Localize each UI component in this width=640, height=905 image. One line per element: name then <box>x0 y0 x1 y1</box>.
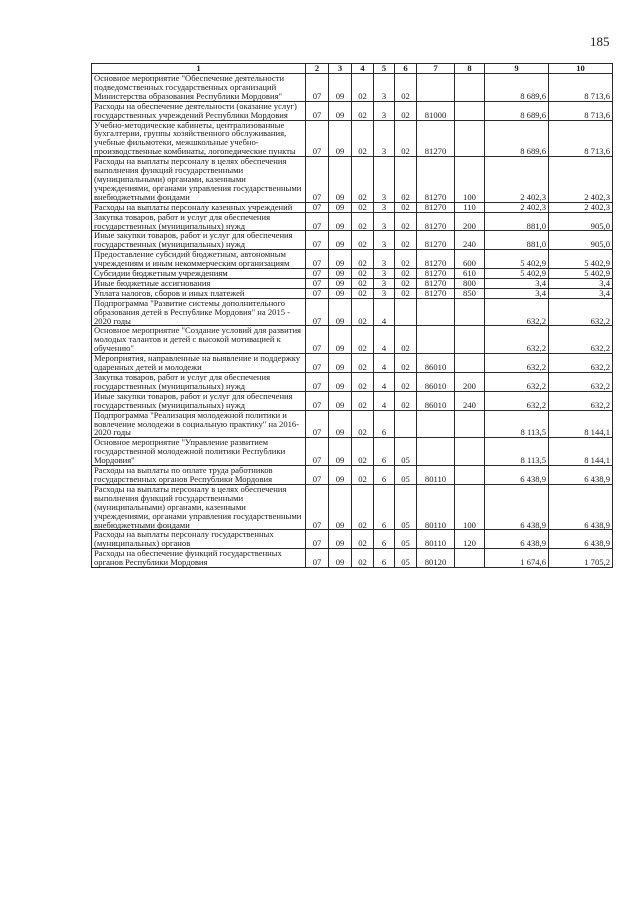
expense-type-cell: 110 <box>455 202 485 212</box>
subprogram-code-cell: 6 <box>374 484 395 530</box>
subsection-code-cell: 09 <box>329 530 352 549</box>
section-code-cell: 07 <box>306 74 329 102</box>
amount-year1-cell: 2 402,3 <box>485 157 549 203</box>
direction-code-cell <box>417 438 455 466</box>
amount-year1-cell: 6 438,9 <box>485 484 549 530</box>
subprogram-code-cell: 6 <box>374 549 395 568</box>
table-row <box>92 212 613 231</box>
program-code-cell: 02 <box>352 549 374 568</box>
header-cell-8: 8 <box>455 64 485 74</box>
program-code-cell: 02 <box>352 530 374 549</box>
event-code-cell: 05 <box>395 484 417 530</box>
direction-code-cell: 86010 <box>417 373 455 392</box>
program-code-cell: 02 <box>352 278 374 288</box>
expense-type-cell <box>455 549 485 568</box>
direction-code-cell <box>417 410 455 438</box>
amount-year1-cell: 2 402,3 <box>485 202 549 212</box>
row-name-cell: Закупка товаров, работ и услуг для обеспечения государственных (муниципальных) нужд <box>92 373 306 392</box>
amount-year1-cell: 8 113,5 <box>485 410 549 438</box>
direction-code-cell: 80110 <box>417 466 455 485</box>
amount-year2-cell: 3,4 <box>549 278 613 288</box>
amount-year1-cell: 1 674,6 <box>485 549 549 568</box>
direction-code-cell: 86010 <box>417 391 455 410</box>
table-row <box>92 373 613 392</box>
table-row <box>92 466 613 485</box>
table-body <box>92 74 613 568</box>
section-code-cell: 07 <box>306 288 329 298</box>
program-code-cell: 02 <box>352 484 374 530</box>
subprogram-code-cell: 4 <box>374 391 395 410</box>
direction-code-cell: 81270 <box>417 120 455 157</box>
subprogram-code-cell: 4 <box>374 298 395 326</box>
row-name-cell: Закупка товаров, работ и услуг для обеспечения государственных (муниципальных) нужд <box>92 212 306 231</box>
table-row <box>92 484 613 530</box>
program-code-cell: 02 <box>352 202 374 212</box>
section-code-cell: 07 <box>306 484 329 530</box>
subprogram-code-cell: 4 <box>374 373 395 392</box>
direction-code-cell: 81270 <box>417 288 455 298</box>
subsection-code-cell: 09 <box>329 354 352 373</box>
section-code-cell: 07 <box>306 438 329 466</box>
amount-year2-cell: 1 705,2 <box>549 549 613 568</box>
amount-year1-cell: 632,2 <box>485 391 549 410</box>
amount-year1-cell: 8 689,6 <box>485 120 549 157</box>
section-code-cell: 07 <box>306 202 329 212</box>
program-code-cell: 02 <box>352 298 374 326</box>
program-code-cell: 02 <box>352 231 374 250</box>
expense-type-cell: 120 <box>455 530 485 549</box>
program-code-cell: 02 <box>352 354 374 373</box>
subsection-code-cell: 09 <box>329 373 352 392</box>
direction-code-cell: 80110 <box>417 530 455 549</box>
subsection-code-cell: 09 <box>329 466 352 485</box>
subprogram-code-cell: 3 <box>374 288 395 298</box>
program-code-cell: 02 <box>352 373 374 392</box>
direction-code-cell: 81000 <box>417 101 455 120</box>
row-name-cell: Основное мероприятие "Создание условий для развития молодых талантов и детей с высокой мотивацией к обучению" <box>92 326 306 354</box>
table-row <box>92 101 613 120</box>
table-row <box>92 250 613 269</box>
event-code-cell: 02 <box>395 212 417 231</box>
table-row <box>92 278 613 288</box>
section-code-cell: 07 <box>306 326 329 354</box>
amount-year2-cell: 632,2 <box>549 326 613 354</box>
expense-type-cell: 200 <box>455 373 485 392</box>
program-code-cell: 02 <box>352 269 374 279</box>
amount-year2-cell: 3,4 <box>549 288 613 298</box>
section-code-cell: 07 <box>306 269 329 279</box>
row-name-cell: Расходы на выплаты персоналу государственных (муниципальных) органов <box>92 530 306 549</box>
program-code-cell: 02 <box>352 466 374 485</box>
event-code-cell: 02 <box>395 269 417 279</box>
expense-type-cell <box>455 298 485 326</box>
amount-year1-cell: 632,2 <box>485 373 549 392</box>
row-name-cell: Основное мероприятие "Обеспечение деятельности подведомственных государственных организаций Министерства образования Республики Мордовия" <box>92 74 306 102</box>
event-code-cell: 02 <box>395 120 417 157</box>
direction-code-cell: 81270 <box>417 157 455 203</box>
expense-type-cell <box>455 74 485 102</box>
amount-year1-cell: 8 113,5 <box>485 438 549 466</box>
subsection-code-cell: 09 <box>329 74 352 102</box>
expense-type-cell: 240 <box>455 391 485 410</box>
amount-year1-cell: 632,2 <box>485 354 549 373</box>
header-cell-10: 10 <box>549 64 613 74</box>
subprogram-code-cell: 6 <box>374 410 395 438</box>
event-code-cell: 02 <box>395 202 417 212</box>
amount-year2-cell: 2 402,3 <box>549 157 613 203</box>
expense-type-cell <box>455 466 485 485</box>
event-code-cell: 05 <box>395 466 417 485</box>
subsection-code-cell: 09 <box>329 410 352 438</box>
expense-type-cell: 200 <box>455 212 485 231</box>
subsection-code-cell: 09 <box>329 157 352 203</box>
amount-year1-cell: 632,2 <box>485 298 549 326</box>
header-cell-6: 6 <box>395 64 417 74</box>
row-name-cell: Учебно-методические кабинеты, централизованные бухгалтерии, группы хозяйственного обслуживания, учебные фильмотеки, межшкольные учебно-производственные комбинаты, логопедические пункты <box>92 120 306 157</box>
program-code-cell: 02 <box>352 157 374 203</box>
header-cell-2: 2 <box>306 64 329 74</box>
amount-year1-cell: 3,4 <box>485 288 549 298</box>
event-code-cell: 05 <box>395 549 417 568</box>
row-name-cell: Иные бюджетные ассигнования <box>92 278 306 288</box>
subprogram-code-cell: 6 <box>374 466 395 485</box>
amount-year1-cell: 3,4 <box>485 278 549 288</box>
subprogram-code-cell: 3 <box>374 120 395 157</box>
program-code-cell: 02 <box>352 326 374 354</box>
subsection-code-cell: 09 <box>329 484 352 530</box>
subsection-code-cell: 09 <box>329 202 352 212</box>
row-name-cell: Расходы на выплаты по оплате труда работников государственных органов Республики Мордовия <box>92 466 306 485</box>
section-code-cell: 07 <box>306 278 329 288</box>
table-row <box>92 410 613 438</box>
table-row <box>92 157 613 203</box>
header-cell-1: 1 <box>92 64 306 74</box>
section-code-cell: 07 <box>306 231 329 250</box>
subsection-code-cell: 09 <box>329 231 352 250</box>
expense-type-cell <box>455 354 485 373</box>
amount-year1-cell: 5 402,9 <box>485 250 549 269</box>
subprogram-code-cell: 6 <box>374 530 395 549</box>
section-code-cell: 07 <box>306 120 329 157</box>
subsection-code-cell: 09 <box>329 391 352 410</box>
event-code-cell <box>395 298 417 326</box>
header-cell-5: 5 <box>374 64 395 74</box>
subsection-code-cell: 09 <box>329 549 352 568</box>
expense-type-cell: 800 <box>455 278 485 288</box>
event-code-cell: 02 <box>395 250 417 269</box>
event-code-cell: 02 <box>395 157 417 203</box>
table-row <box>92 298 613 326</box>
header-cell-9: 9 <box>485 64 549 74</box>
expense-type-cell: 600 <box>455 250 485 269</box>
direction-code-cell: 81270 <box>417 231 455 250</box>
direction-code-cell: 80110 <box>417 484 455 530</box>
subprogram-code-cell: 3 <box>374 202 395 212</box>
subprogram-code-cell: 3 <box>374 231 395 250</box>
program-code-cell: 02 <box>352 101 374 120</box>
section-code-cell: 07 <box>306 391 329 410</box>
row-name-cell: Расходы на выплаты персоналу в целях обеспечения выполнения функций государственными (муниципальными) органами, казенными учреждениями, органами управления государственными внебюджетными фондами <box>92 484 306 530</box>
amount-year1-cell: 881,0 <box>485 212 549 231</box>
subsection-code-cell: 09 <box>329 120 352 157</box>
event-code-cell: 02 <box>395 74 417 102</box>
row-name-cell: Уплата налогов, сборов и иных платежей <box>92 288 306 298</box>
expense-type-cell: 100 <box>455 484 485 530</box>
amount-year2-cell: 2 402,3 <box>549 202 613 212</box>
amount-year1-cell: 6 438,9 <box>485 530 549 549</box>
amount-year2-cell: 632,2 <box>549 373 613 392</box>
event-code-cell: 05 <box>395 530 417 549</box>
program-code-cell: 02 <box>352 410 374 438</box>
subsection-code-cell: 09 <box>329 278 352 288</box>
section-code-cell: 07 <box>306 410 329 438</box>
subprogram-code-cell: 4 <box>374 354 395 373</box>
subprogram-code-cell: 3 <box>374 212 395 231</box>
row-name-cell: Подпрограмма "Реализация молодежной политики и вовлечение молодежи в социальную практику" на 2016-2020 годы <box>92 410 306 438</box>
amount-year2-cell: 5 402,9 <box>549 250 613 269</box>
section-code-cell: 07 <box>306 466 329 485</box>
page-number: 185 <box>590 34 610 49</box>
subprogram-code-cell: 3 <box>374 278 395 288</box>
expense-type-cell <box>455 438 485 466</box>
header-cell-4: 4 <box>352 64 374 74</box>
section-code-cell: 07 <box>306 549 329 568</box>
event-code-cell: 05 <box>395 438 417 466</box>
row-name-cell: Расходы на выплаты персоналу в целях обеспечения выполнения функций государственными (муниципальными) органами, казенными учреждениями, органами управления государственными внебюджетными фондами <box>92 157 306 203</box>
amount-year2-cell: 632,2 <box>549 298 613 326</box>
row-name-cell: Предоставление субсидий бюджетным, автономным учреждениям и иным некоммерческим организациям <box>92 250 306 269</box>
subprogram-code-cell: 4 <box>374 326 395 354</box>
table-row <box>92 326 613 354</box>
amount-year1-cell: 6 438,9 <box>485 466 549 485</box>
program-code-cell: 02 <box>352 391 374 410</box>
amount-year1-cell: 8 689,6 <box>485 101 549 120</box>
amount-year2-cell: 8 713,6 <box>549 74 613 102</box>
event-code-cell: 02 <box>395 326 417 354</box>
table-row <box>92 391 613 410</box>
amount-year2-cell: 632,2 <box>549 354 613 373</box>
amount-year1-cell: 881,0 <box>485 231 549 250</box>
program-code-cell: 02 <box>352 438 374 466</box>
subprogram-code-cell: 3 <box>374 157 395 203</box>
amount-year1-cell: 632,2 <box>485 326 549 354</box>
program-code-cell: 02 <box>352 212 374 231</box>
event-code-cell: 02 <box>395 288 417 298</box>
expense-type-cell: 240 <box>455 231 485 250</box>
program-code-cell: 02 <box>352 74 374 102</box>
subsection-code-cell: 09 <box>329 101 352 120</box>
section-code-cell: 07 <box>306 530 329 549</box>
direction-code-cell: 81270 <box>417 250 455 269</box>
table-row <box>92 231 613 250</box>
direction-code-cell: 86010 <box>417 354 455 373</box>
header-cell-7: 7 <box>417 64 455 74</box>
amount-year2-cell: 6 438,9 <box>549 466 613 485</box>
header-row <box>92 64 613 74</box>
direction-code-cell: 81270 <box>417 269 455 279</box>
table-row <box>92 288 613 298</box>
table-row <box>92 74 613 102</box>
row-name-cell: Расходы на обеспечение функций государственных органов Республики Мордовия <box>92 549 306 568</box>
amount-year2-cell: 632,2 <box>549 391 613 410</box>
section-code-cell: 07 <box>306 354 329 373</box>
subprogram-code-cell: 3 <box>374 101 395 120</box>
table-row <box>92 549 613 568</box>
section-code-cell: 07 <box>306 373 329 392</box>
header-cell-3: 3 <box>329 64 352 74</box>
direction-code-cell: 81270 <box>417 212 455 231</box>
program-code-cell: 02 <box>352 288 374 298</box>
event-code-cell: 02 <box>395 354 417 373</box>
event-code-cell: 02 <box>395 391 417 410</box>
expense-type-cell <box>455 120 485 157</box>
event-code-cell: 02 <box>395 278 417 288</box>
expense-type-cell <box>455 410 485 438</box>
event-code-cell: 02 <box>395 101 417 120</box>
amount-year2-cell: 6 438,9 <box>549 484 613 530</box>
subsection-code-cell: 09 <box>329 326 352 354</box>
expense-type-cell <box>455 101 485 120</box>
section-code-cell: 07 <box>306 212 329 231</box>
direction-code-cell <box>417 298 455 326</box>
section-code-cell: 07 <box>306 101 329 120</box>
table-row <box>92 120 613 157</box>
expense-type-cell <box>455 326 485 354</box>
amount-year2-cell: 905,0 <box>549 212 613 231</box>
event-code-cell <box>395 410 417 438</box>
row-name-cell: Мероприятия, направленные на выявление и поддержку одаренных детей и молодежи <box>92 354 306 373</box>
amount-year2-cell: 8 713,6 <box>549 120 613 157</box>
expense-type-cell: 100 <box>455 157 485 203</box>
amount-year2-cell: 8 144,1 <box>549 410 613 438</box>
budget-table <box>91 63 613 568</box>
direction-code-cell: 81270 <box>417 202 455 212</box>
amount-year2-cell: 8 144,1 <box>549 438 613 466</box>
section-code-cell: 07 <box>306 157 329 203</box>
row-name-cell: Расходы на обеспечение деятельности (оказание услуг) государственных учреждений Республики Мордовия <box>92 101 306 120</box>
row-name-cell: Основное мероприятие "Управление развитием государственной молодежной политики Республики Мордовия" <box>92 438 306 466</box>
expense-type-cell: 850 <box>455 288 485 298</box>
table-row <box>92 438 613 466</box>
event-code-cell: 02 <box>395 231 417 250</box>
subprogram-code-cell: 3 <box>374 74 395 102</box>
direction-code-cell <box>417 74 455 102</box>
expense-type-cell: 610 <box>455 269 485 279</box>
row-name-cell: Расходы на выплаты персоналу казенных учреждений <box>92 202 306 212</box>
table-row <box>92 354 613 373</box>
subsection-code-cell: 09 <box>329 269 352 279</box>
table-row <box>92 530 613 549</box>
direction-code-cell: 80120 <box>417 549 455 568</box>
subsection-code-cell: 09 <box>329 298 352 326</box>
subprogram-code-cell: 3 <box>374 269 395 279</box>
amount-year2-cell: 6 438,9 <box>549 530 613 549</box>
table-row <box>92 269 613 279</box>
section-code-cell: 07 <box>306 298 329 326</box>
amount-year1-cell: 5 402,9 <box>485 269 549 279</box>
subprogram-code-cell: 6 <box>374 438 395 466</box>
event-code-cell: 02 <box>395 373 417 392</box>
subprogram-code-cell: 3 <box>374 250 395 269</box>
direction-code-cell <box>417 326 455 354</box>
subsection-code-cell: 09 <box>329 250 352 269</box>
program-code-cell: 02 <box>352 120 374 157</box>
amount-year2-cell: 5 402,9 <box>549 269 613 279</box>
section-code-cell: 07 <box>306 250 329 269</box>
row-name-cell: Субсидии бюджетным учреждениям <box>92 269 306 279</box>
program-code-cell: 02 <box>352 250 374 269</box>
row-name-cell: Иные закупки товаров, работ и услуг для обеспечения государственных (муниципальных) нужд <box>92 391 306 410</box>
subsection-code-cell: 09 <box>329 438 352 466</box>
amount-year1-cell: 8 689,6 <box>485 74 549 102</box>
row-name-cell: Иные закупки товаров, работ и услуг для обеспечения государственных (муниципальных) нужд <box>92 231 306 250</box>
amount-year2-cell: 8 713,6 <box>549 101 613 120</box>
direction-code-cell: 81270 <box>417 278 455 288</box>
row-name-cell: Подпрограмма "Развитие системы дополнительного образования детей в Республике Мордовия" на 2015 - 2020 годы <box>92 298 306 326</box>
amount-year2-cell: 905,0 <box>549 231 613 250</box>
subsection-code-cell: 09 <box>329 288 352 298</box>
table-row <box>92 202 613 212</box>
subsection-code-cell: 09 <box>329 212 352 231</box>
